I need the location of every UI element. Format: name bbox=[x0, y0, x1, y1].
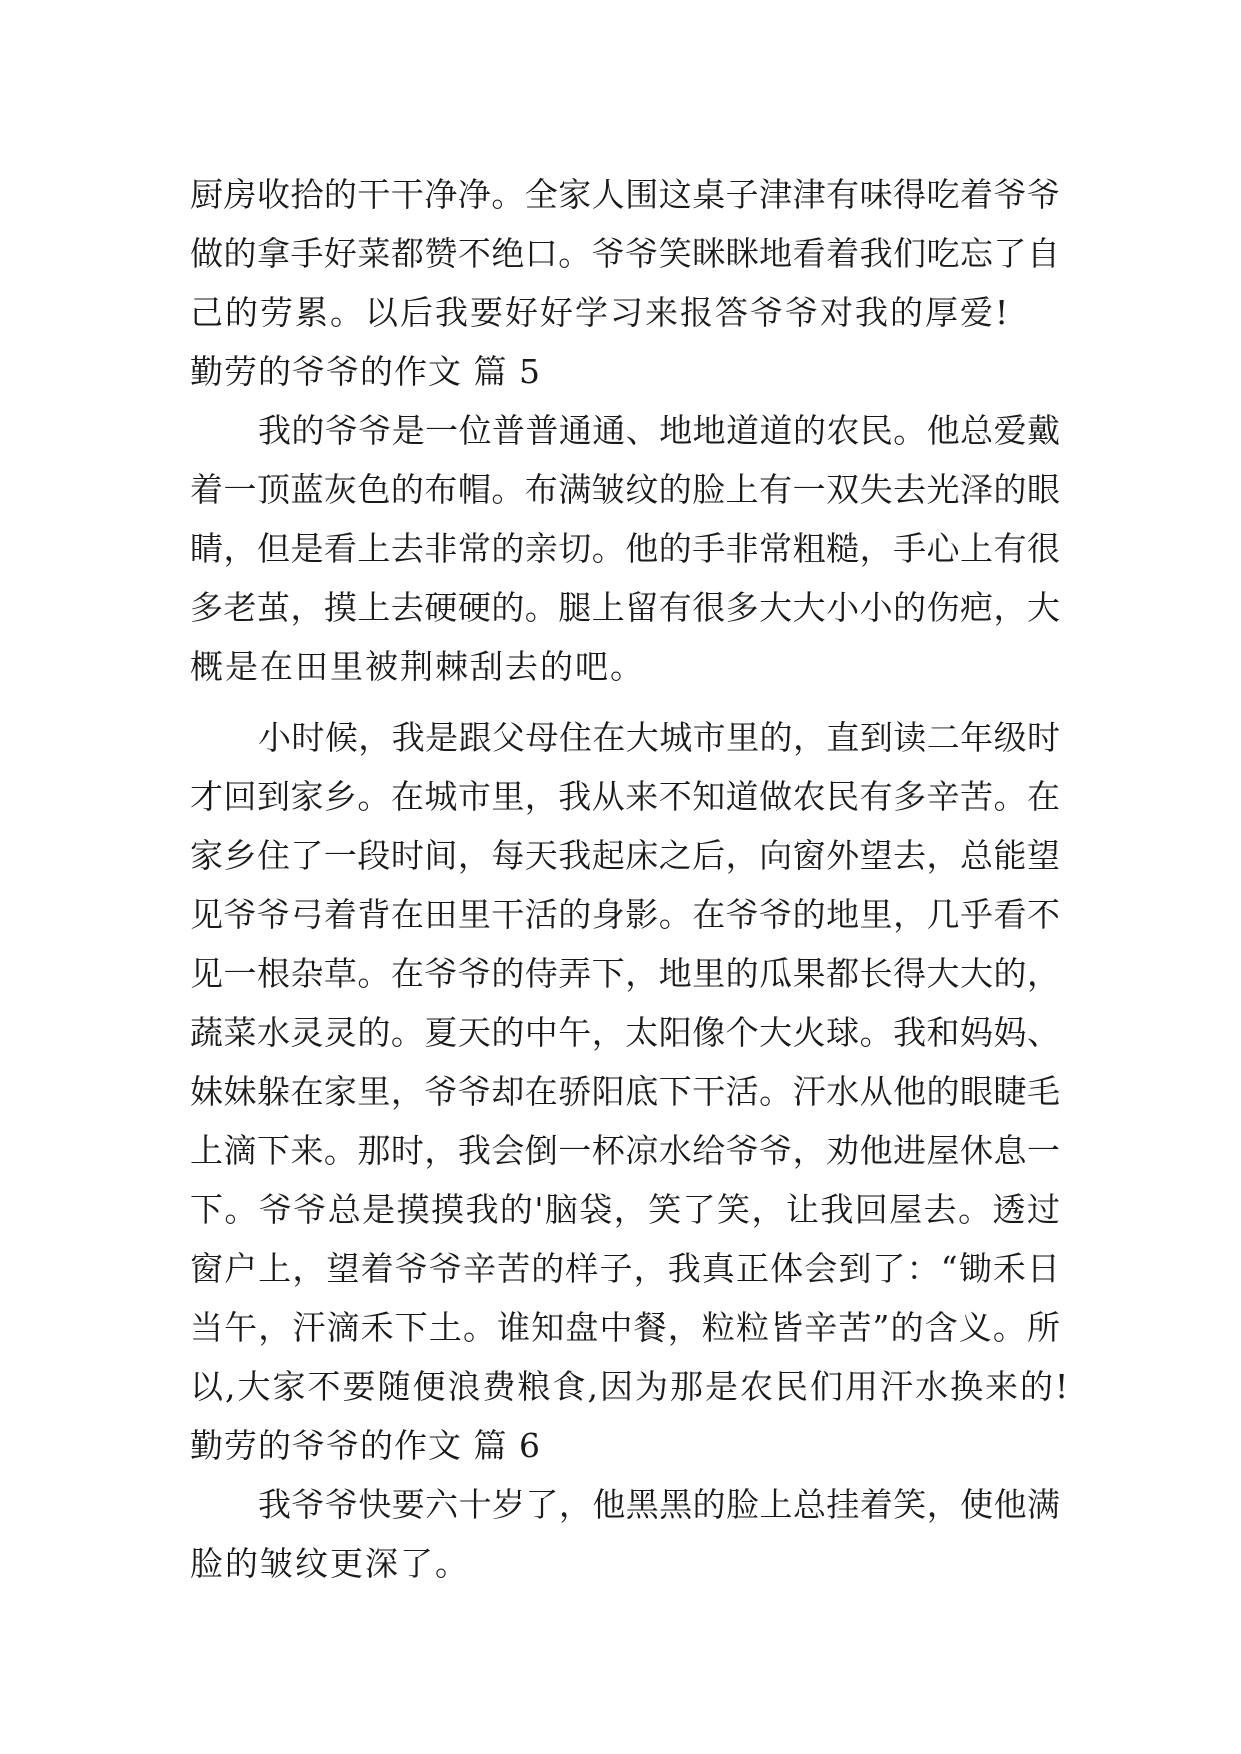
document-page bbox=[190, 165, 1071, 1593]
text-line: 着一顶蓝灰色的布帽。布满皱纹的脸上有一双失去光泽的眼 bbox=[190, 470, 1060, 509]
text-line: 见爷爷弓着背在田里干活的身影。在爷爷的地里，几乎看不 bbox=[190, 895, 1060, 934]
text-line: 下。爷爷总是摸摸我的'脑袋，笑了笑，让我回屋去。透过 bbox=[190, 1190, 1060, 1229]
text-line: 小时候，我是跟父母住在大城市里的，直到读二年级时 bbox=[258, 718, 1060, 757]
text-line: 见一根杂草。在爷爷的侍弄下，地里的瓜果都长得大大的， bbox=[190, 954, 1060, 993]
text-line: 蔬菜水灵灵的。夏天的中午，太阳像个大火球。我和妈妈、 bbox=[190, 1013, 1060, 1052]
section-heading-5: 勤劳的爷爷的作文 篇 5 bbox=[190, 352, 541, 391]
text-line: 窗户上，望着爷爷辛苦的样子，我真正体会到了：“锄禾日 bbox=[190, 1249, 1060, 1288]
text-line: 厨房收拾的干干净净。全家人围这桌子津津有味得吃着爷爷 bbox=[190, 175, 1060, 214]
text-line: 己的劳累。以后我要好好学习来报答爷爷对我的厚爱! bbox=[190, 293, 1011, 332]
paragraph-6a bbox=[190, 1475, 1060, 1593]
section-heading-6: 勤劳的爷爷的作文 篇 6 bbox=[190, 1426, 541, 1465]
text-line: 家乡住了一段时间，每天我起床之后，向窗外望去，总能望 bbox=[190, 836, 1060, 875]
text-line: 睛，但是看上去非常的亲切。他的手非常粗糙，手心上有很 bbox=[190, 529, 1060, 568]
paragraph-5b bbox=[190, 708, 1071, 1416]
paragraph-gap bbox=[190, 696, 1060, 708]
text-line: 才回到家乡。在城市里，我从来不知道做农民有多辛苦。在 bbox=[190, 777, 1060, 816]
text-line: 我爷爷快要六十岁了，他黑黑的脸上总挂着笑，使他满 bbox=[258, 1485, 1060, 1524]
text-line: 上滴下来。那时，我会倒一杯凉水给爷爷，劝他进屋休息一 bbox=[190, 1131, 1060, 1170]
text-line: 以,大家不要随便浪费粮食,因为那是农民们用汗水换来的! bbox=[190, 1367, 1071, 1406]
text-line: 当午，汗滴禾下土。谁知盘中餐，粒粒皆辛苦”的含义。所 bbox=[190, 1308, 1060, 1347]
text-line: 多老茧，摸上去硬硬的。腿上留有很多大大小小的伤疤，大 bbox=[190, 588, 1060, 627]
text-line: 做的拿手好菜都赞不绝口。爷爷笑眯眯地看着我们吃忘了自 bbox=[190, 234, 1060, 273]
text-line: 妹妹躲在家里，爷爷却在骄阳底下干活。汗水从他的眼睫毛 bbox=[190, 1072, 1060, 1111]
text-line: 脸的皱纹更深了。 bbox=[190, 1544, 470, 1583]
paragraph-intro bbox=[190, 165, 1060, 342]
text-line: 我的爷爷是一位普普通通、地地道道的农民。他总爱戴 bbox=[258, 411, 1060, 450]
text-line: 概是在田里被荆棘刮去的吧。 bbox=[190, 647, 645, 686]
paragraph-5a bbox=[190, 401, 1060, 696]
